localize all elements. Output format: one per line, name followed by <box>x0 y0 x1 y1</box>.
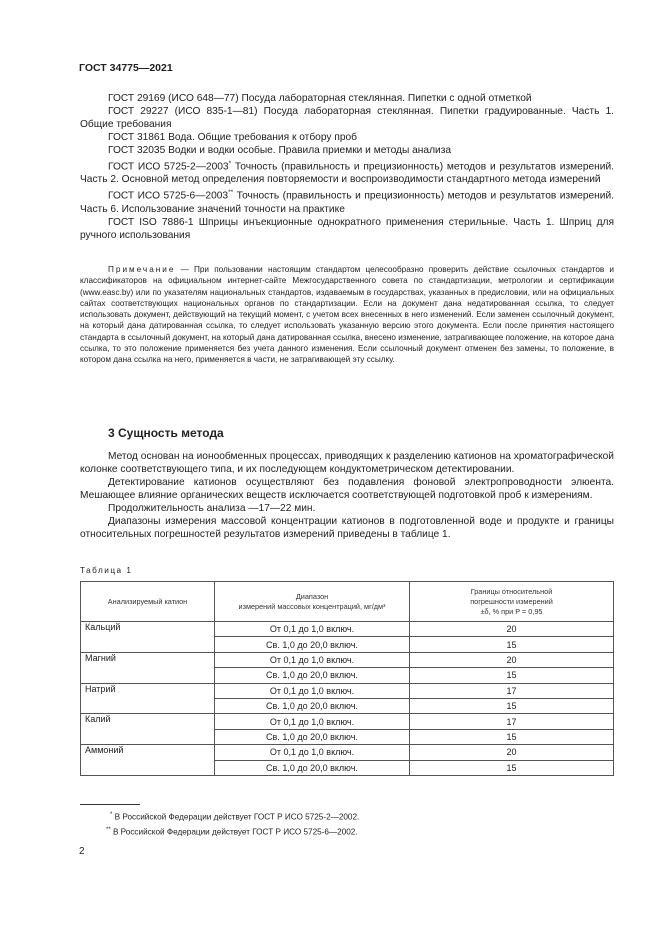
footnote-divider <box>80 804 140 805</box>
section-paragraph: Диапазоны измерения массовой концентрации катионов в подготовленной воде и продукте и границы относительных погрешностей результатов измерений приведены в таблице 1. <box>80 516 614 540</box>
table-row <box>81 652 614 667</box>
range-cell: Св. 1,0 до 20,0 включ. <box>215 698 410 713</box>
reference-code: ГОСТ ИСО 5725-6—2003 <box>108 190 229 202</box>
cation-cell: Магний <box>81 652 215 683</box>
error-cell: 17 <box>410 714 614 729</box>
table-row <box>81 714 614 729</box>
table-caption: Таблица 1 <box>80 566 133 575</box>
range-cell: Св. 1,0 до 20,0 включ. <box>215 760 410 775</box>
range-cell: От 0,1 до 1,0 включ. <box>215 745 410 760</box>
footnote <box>110 812 359 822</box>
header-range <box>215 582 410 622</box>
header-range-line: Диапазон <box>295 591 329 601</box>
footnote-mark: ** <box>106 827 111 833</box>
error-cell: 17 <box>410 683 614 698</box>
table-row <box>81 683 614 698</box>
note-text: — При пользовании настоящим стандартом целесообразно проверить действие ссылочных стандартов и классификаторов на официальном интернет-сайте Межгосударственного совета по стандартизации, метрологии и сертификации (www.easc.by) или по указателям национальных стандартов, издаваемым в государствах, указанных в предисловии, или на официальных сайтах соответствующих национальных органов по стандартизации. Если на документ дана недатированная ссылка, то следует использовать документ, действующий на текущий момент, с учетом всех внесенных в него изменений. Если заменен ссылочный документ, на который дана датированная ссылка, то следует использовать указанную версию этого документа. Если после принятия настоящего стандарта в ссылочный документ, на который дана датированная ссылка, внесено изменение, затрагивающее положение, на которое дана ссылка, то это положение применяется без учета данного изменения. Если ссылочный документ отменен без замены, то положение, в котором дана ссылка на него, применяется в части, не затрагивающей эту ссылку. <box>80 265 614 365</box>
table-row <box>81 622 614 637</box>
header-error-line: ±δ, % при P = 0,95 <box>480 606 543 616</box>
error-cell: 15 <box>410 668 614 683</box>
footnote-mark: ** <box>228 189 234 197</box>
footnote-text: В Российской Федерации действует ГОСТ Р ИСО 5725-6—2002. <box>110 827 358 837</box>
error-cell: 20 <box>410 652 614 667</box>
range-cell: Св. 1,0 до 20,0 включ. <box>215 637 410 652</box>
error-cell: 20 <box>410 745 614 760</box>
note-block <box>80 264 614 366</box>
range-cell: От 0,1 до 1,0 включ. <box>215 683 410 698</box>
section-paragraph: Детектирование катионов осуществляют без подавления фоновой электропроводности элюента. Мешающее влияние органических веществ исключается соответствующей подготовкой проб к измерениям. <box>80 477 614 501</box>
reference-item: ГОСТ 29227 (ИСО 835-1—81) Посуда лабораторная стеклянная. Пипетки градуированные. Часть 1. Общие требования <box>80 106 614 130</box>
cation-cell: Кальций <box>81 622 215 653</box>
reference-text: Точность (правильность и прецизионность) методов и результатов измерений. Часть 2. Основной метод определения повторяемости и воспроизводимости стандартного метода измерений <box>80 161 614 186</box>
range-cell: От 0,1 до 1,0 включ. <box>215 714 410 729</box>
section-paragraph: Метод основан на ионообменных процессах, приводящих к разделению катионов на хроматографической колонке соответствующего типа, и их последующем кондуктометрическом детектировании. <box>80 451 614 475</box>
cation-cell: Аммоний <box>81 745 215 776</box>
reference-code: ГОСТ ИСО 5725-2—2003 <box>108 161 229 173</box>
footnote-text: В Российской Федерации действует ГОСТ Р ИСО 5725-2—2002. <box>112 812 360 822</box>
header-error <box>410 582 614 622</box>
reference-item: ГОСТ 32035 Водки и водки особые. Правила приемки и методы анализа <box>108 145 452 156</box>
note-paragraph <box>80 264 614 366</box>
range-cell: Св. 1,0 до 20,0 включ. <box>215 729 410 744</box>
reference-item <box>80 157 614 186</box>
table-1 <box>80 581 614 776</box>
section-title: 3 Сущность метода <box>108 426 224 440</box>
range-cell: От 0,1 до 1,0 включ. <box>215 652 410 667</box>
error-cell: 15 <box>410 698 614 713</box>
section-paragraph: Продолжительность анализа —17—22 мин. <box>108 503 316 514</box>
document-header: ГОСТ 34775—2021 <box>79 62 173 74</box>
header-error-line: погрешности измерений <box>470 596 553 606</box>
reference-item: ГОСТ ISO 7886-1 Шприцы инъекционные однократного применения стерильные. Часть 1. Шприц для ручного использования <box>80 216 614 241</box>
cation-cell: Натрий <box>81 683 215 714</box>
footnote <box>106 827 358 837</box>
reference-item <box>80 186 614 215</box>
error-cell: 15 <box>410 760 614 775</box>
reference-item: ГОСТ 31861 Вода. Общие требования к отбору проб <box>108 132 357 143</box>
table-header-row <box>81 582 614 622</box>
header-range-line: измерений массовых концентраций, мг/дм³ <box>238 601 386 611</box>
error-cell: 20 <box>410 622 614 637</box>
header-cation: Анализируемый катион <box>81 582 215 622</box>
range-cell: От 0,1 до 1,0 включ. <box>215 622 410 637</box>
cation-cell: Калий <box>81 714 215 745</box>
table-row <box>81 745 614 760</box>
error-cell: 15 <box>410 637 614 652</box>
footnote-mark: * <box>228 160 232 167</box>
header-error-line: Границы относительной <box>470 586 553 596</box>
section-3 <box>80 426 614 541</box>
range-cell: Св. 1,0 до 20,0 включ. <box>215 668 410 683</box>
normative-references <box>80 92 614 242</box>
page-number: 2 <box>79 846 85 857</box>
reference-item: ГОСТ 29169 (ИСО 648—77) Посуда лабораторная стеклянная. Пипетки с одной отметкой <box>108 93 532 104</box>
error-cell: 15 <box>410 729 614 744</box>
reference-text: Точность (правильность и прецизионность) методов и результатов измерений. Часть 6. Использование значений точности на практике <box>80 190 614 215</box>
footnote-mark: * <box>110 812 113 818</box>
note-label: Примечание <box>108 265 176 274</box>
